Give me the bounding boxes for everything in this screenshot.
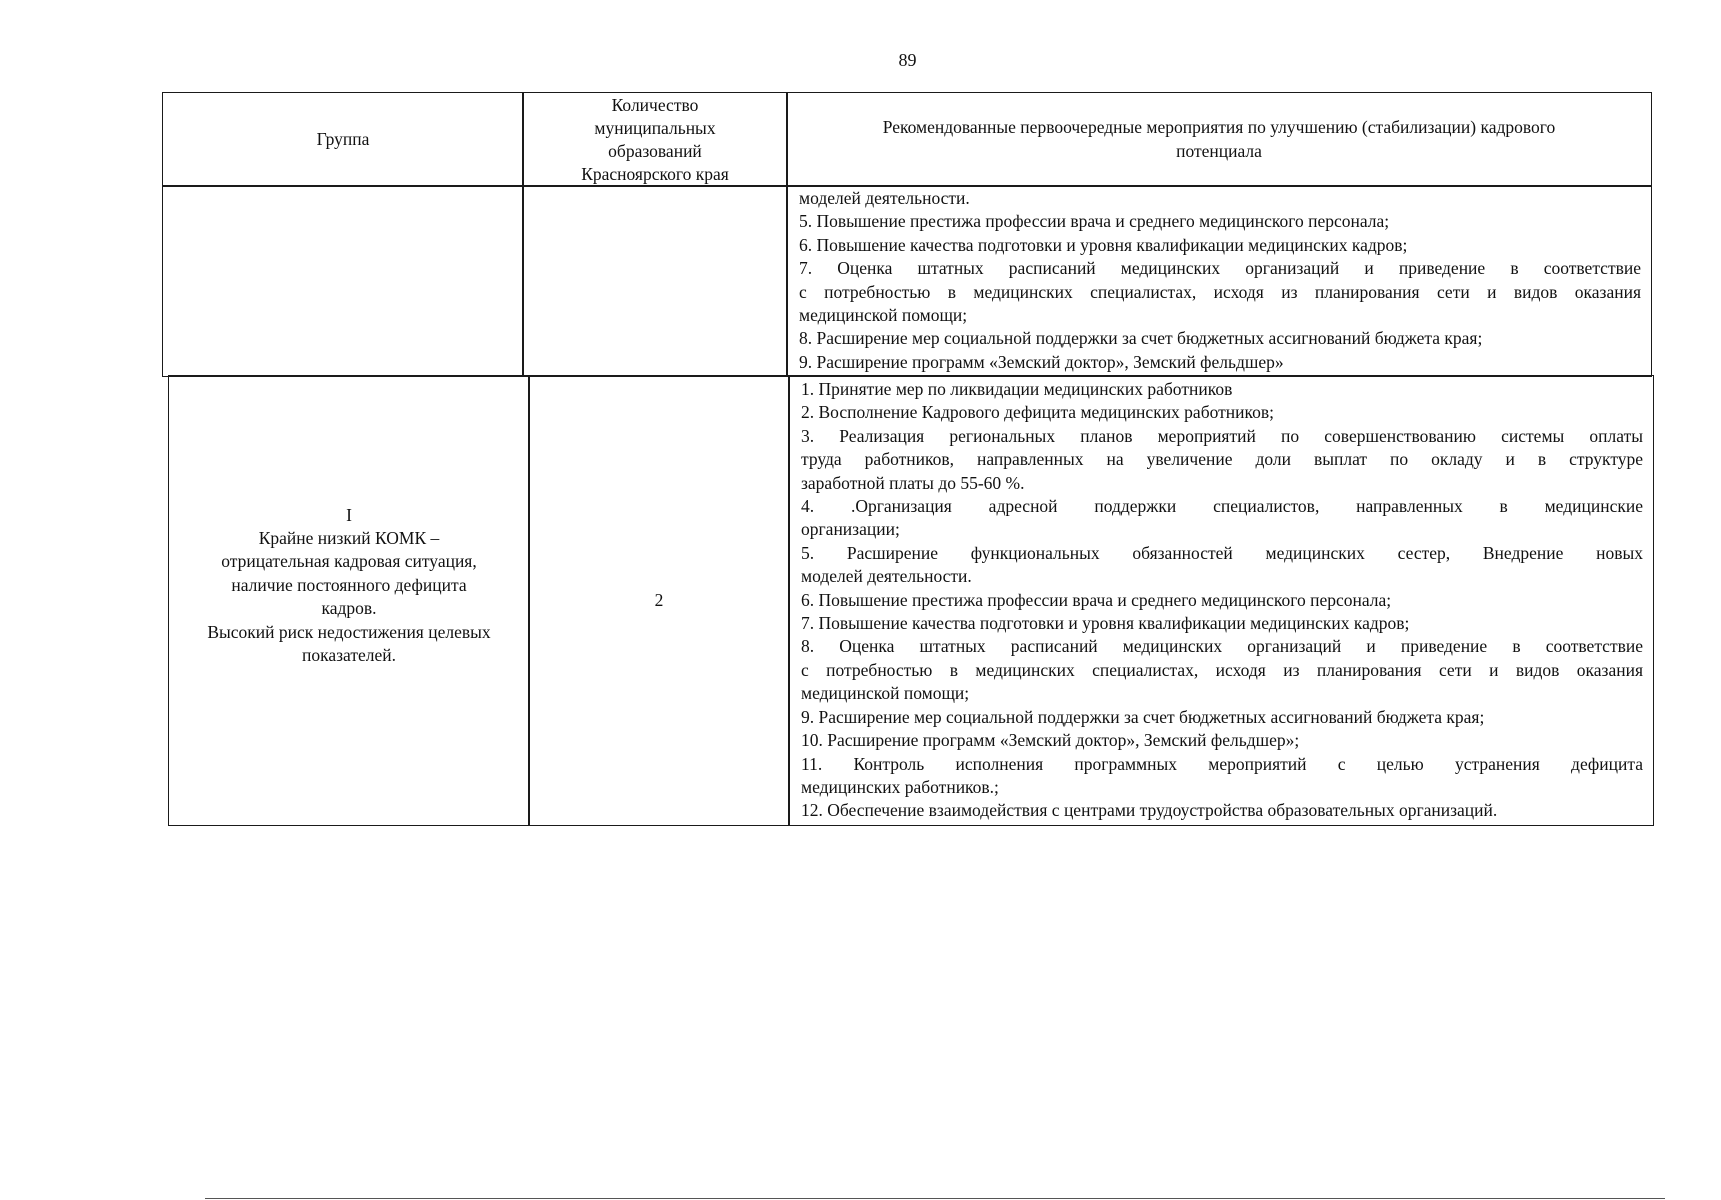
measure-line: моделей деятельности. bbox=[799, 188, 970, 208]
group-line: наличие постоянного дефицита bbox=[231, 574, 467, 595]
group-line: Высокий риск недостижения целевых bbox=[207, 621, 491, 642]
measure-line: 11. Контроль исполнения программных мероприятий с целью устранения дефицита bbox=[801, 753, 1643, 774]
row1-measures-cell bbox=[786, 185, 1652, 377]
header-measures-line: Рекомендованные первоочередные мероприятия по улучшению (стабилизации) кадрового bbox=[882, 117, 1556, 138]
municipality-count: 2 bbox=[654, 589, 664, 610]
measure-line: 10. Расширение программ «Земский доктор», Земский фельдшер»; bbox=[801, 730, 1300, 751]
measure-line: с потребностью в медицинских специалистах, исходя из планирования сети и видов оказания bbox=[801, 659, 1643, 680]
measure-line: медицинских работников.; bbox=[801, 776, 999, 797]
group-line: показателей. bbox=[301, 645, 396, 666]
measure-line: труда работников, направленных на увеличение доли выплат по окладу и в структуре bbox=[801, 449, 1643, 470]
bottom-scan-rule bbox=[205, 1198, 1665, 1199]
measure-line: 5. Расширение функциональных обязанностей медицинских сестер, Внедрение новых bbox=[801, 542, 1643, 563]
measure-line: моделей деятельности. bbox=[801, 566, 972, 587]
measure-line: 7. Повышение качества подготовки и уровня квалификации медицинских кадров; bbox=[801, 613, 1410, 634]
measure-line: 4. .Организация адресной поддержки специалистов, направленных в медицинские bbox=[801, 496, 1643, 517]
measure-line: организации; bbox=[801, 519, 900, 540]
measure-line: 9. Расширение мер социальной поддержки за счет бюджетных ассигнований бюджета края; bbox=[801, 706, 1485, 727]
measure-line: 7. Оценка штатных расписаний медицинских организаций и приведение в соответствие bbox=[799, 258, 1641, 279]
measure-line: 2. Восполнение Кадрового дефицита медицинских работников; bbox=[801, 402, 1274, 423]
header-count-line: Количество bbox=[611, 94, 699, 115]
measure-line: с потребностью в медицинских специалистах, исходя из планирования сети и видов оказания bbox=[799, 281, 1641, 302]
measure-line: 3. Реализация региональных планов мероприятий по совершенствованию системы оплаты bbox=[801, 425, 1643, 446]
header-measures-cell bbox=[786, 92, 1652, 187]
measure-line: заработной платы до 55-60 %. bbox=[801, 472, 1025, 493]
measure-line: 5. Повышение престижа профессии врача и среднего медицинского персонала; bbox=[799, 211, 1390, 232]
measure-line: 6. Повышение качества подготовки и уровня квалификации медицинских кадров; bbox=[799, 234, 1408, 255]
measure-line: медицинской помощи; bbox=[799, 305, 968, 326]
measure-line: 12. Обеспечение взаимодействия с центрами трудоустройства образовательных организаций. bbox=[801, 800, 1498, 821]
header-count-line: образований bbox=[608, 140, 702, 161]
header-group-label: Группа bbox=[316, 128, 370, 149]
page-number: 89 bbox=[898, 50, 917, 70]
header-count-line: Красноярского края bbox=[581, 163, 729, 184]
group-line: отрицательная кадровая ситуация, bbox=[221, 551, 477, 572]
group-line: кадров. bbox=[321, 598, 377, 619]
group-line: I bbox=[346, 504, 352, 525]
measure-line: медицинской помощи; bbox=[801, 683, 970, 704]
measure-line: 6. Повышение престижа профессии врача и среднего медицинского персонала; bbox=[801, 589, 1392, 610]
row2-measures-cell bbox=[788, 375, 1654, 826]
measure-line: 8. Расширение мер социальной поддержки за счет бюджетных ассигнований бюджета края; bbox=[799, 328, 1483, 349]
group-line: Крайне низкий КОМК – bbox=[258, 527, 440, 548]
measure-line: 9. Расширение программ «Земский доктор», Земский фельдшер» bbox=[799, 351, 1284, 372]
row1-group-cell bbox=[162, 185, 524, 377]
header-count-line: муниципальных bbox=[594, 117, 716, 138]
row1-count-cell bbox=[522, 185, 788, 377]
header-count-cell bbox=[522, 92, 788, 187]
measure-line: 1. Принятие мер по ликвидации медицинских работников bbox=[801, 379, 1233, 399]
header-group-cell bbox=[162, 92, 524, 187]
measure-line: 8. Оценка штатных расписаний медицинских организаций и приведение в соответствие bbox=[801, 636, 1643, 657]
row2-count-cell bbox=[528, 375, 790, 826]
row2-group-cell bbox=[168, 375, 530, 826]
header-measures-line: потенциала bbox=[1176, 140, 1262, 161]
